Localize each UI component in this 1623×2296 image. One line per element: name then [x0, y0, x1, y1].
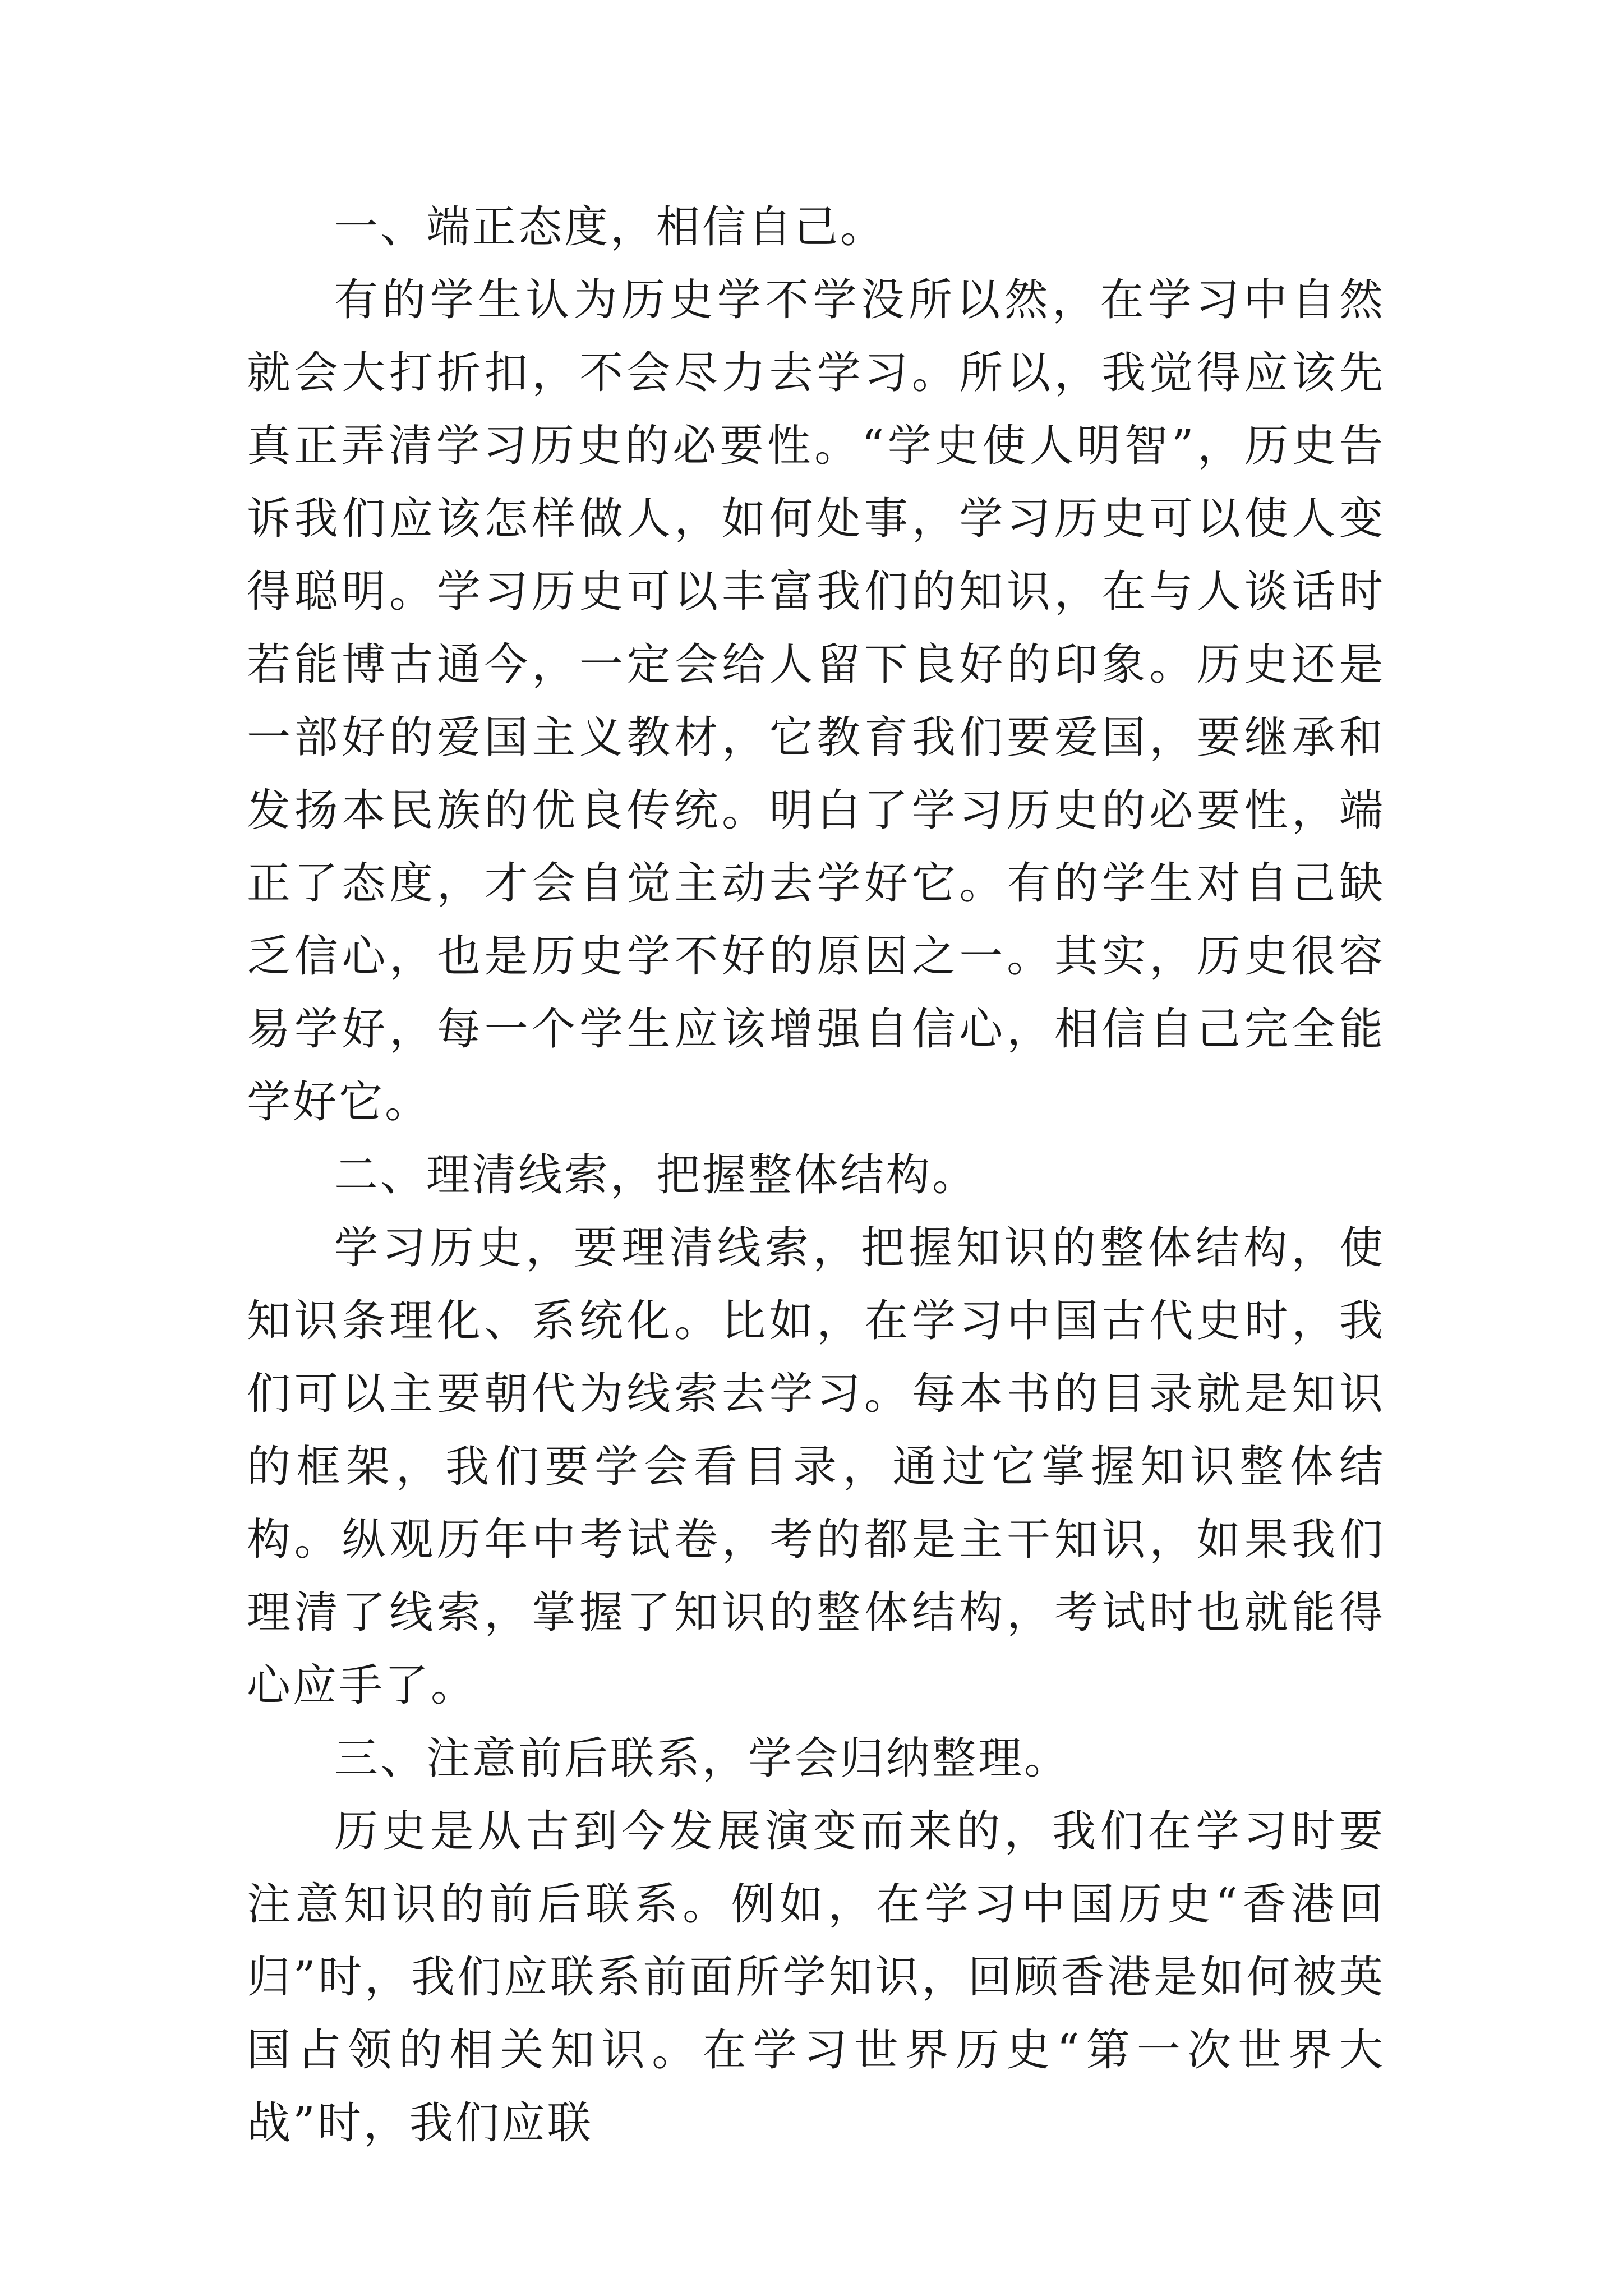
section-heading-2: 二、理清线索，把握整体结构。	[334, 1150, 979, 1200]
section-paragraph-2: 学习历史，要理清线索，把握知识的整体结构，使知识条理化、系统化。比如，在学习中国古代史时，我们可以主要朝代为线索去学习。每本书的目录就是知识的框架，我们要学会看目录，通过它掌握知识整体结构。纵观历年中考试卷，考的都是主干知识，如果我们理清了线索，掌握了知识的整体结构，考试时也就能得心应手了。	[247, 1223, 1385, 1711]
section-paragraph-1: 有的学生认为历史学不学没所以然，在学习中自然就会大打折扣，不会尽力去学习。所以，我觉得应该先真正弄清学习历史的必要性。“学史使人明智”，历史告诉我们应该怎样做人，如何处事，学习历史可以使人变得聪明。学习历史可以丰富我们的知识，在与人谈话时若能博古通今，一定会给人留下良好的印象。历史还是一部好的爱国主义教材，它教育我们要爱国，要继承和发扬本民族的优良传统。明白了学习历史的必要性，端正了态度，才会自觉主动去学好它。有的学生对自己缺乏信心，也是历史学不好的原因之一。其实，历史很容易学好，每一个学生应该增强自信心，相信自己完全能学好它。	[247, 275, 1385, 1128]
document-body	[247, 191, 1385, 2160]
section-paragraph-3: 历史是从古到今发展演变而来的，我们在学习时要注意知识的前后联系。例如，在学习中国历史“香港回归”时，我们应联系前面所学知识，回顾香港是如何被英国占领的相关知识。在学习世界历史“第一次世界大战”时，我们应联	[247, 1806, 1385, 2148]
section-heading-3: 三、注意前后联系，学会归纳整理。	[334, 1733, 1071, 1784]
section-heading-1: 一、端正态度，相信自己。	[334, 202, 887, 252]
